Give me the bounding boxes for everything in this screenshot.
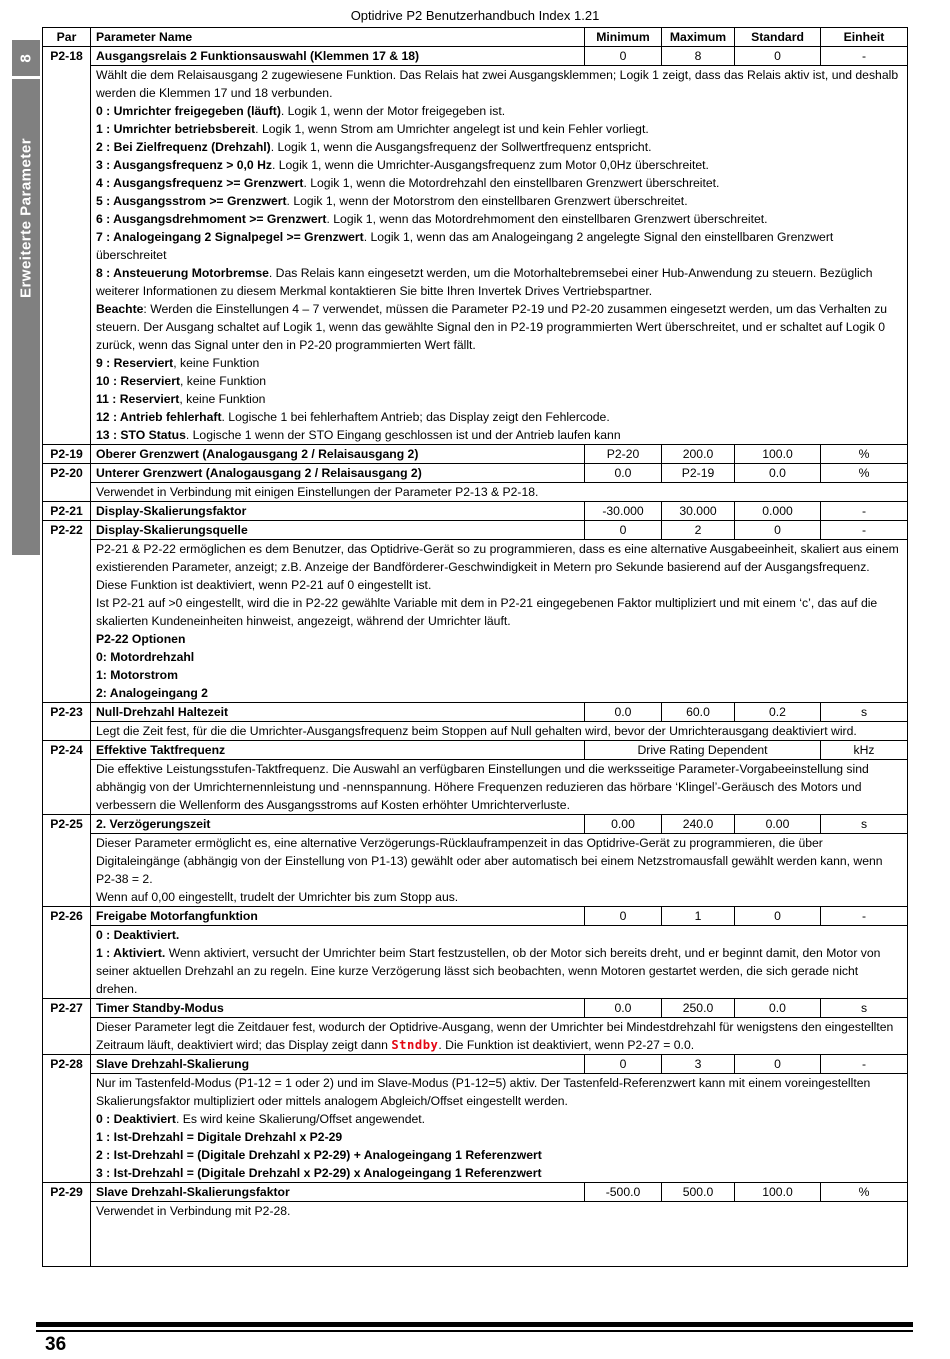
param-default: 0.000 [735, 502, 821, 521]
param-unit: - [821, 47, 908, 66]
param-description: Nur im Tastenfeld-Modus (P1-12 = 1 oder 2) und im Slave-Modus (P1-12=5) aktiv. Der Tastenfeld-Referenzwert kann mit einem voreingestellten Skalierungsfaktor multipliziert oder mittels analogem Abgleich/Offset eingestellt werden. 0 : Deaktiviert. Es wird keine Skalierung/Offset angewendet. 1 : Ist-Drehzahl = Digitale Drehzahl x P2-29 2 : Ist-Drehzahl = (Digitale Drehzahl x P2-29) + Analogeingang 1 Referenzwert 3 : Ist-Drehzahl = (Digitale Drehzahl x P2-29) x Analogeingang 1 Referenzwert [91, 1074, 908, 1183]
param-name: Freigabe Motorfangfunktion [91, 907, 585, 926]
param-max: 60.0 [662, 703, 735, 722]
param-unit: - [821, 1055, 908, 1074]
param-name: Display-Skalierungsquelle [91, 521, 585, 540]
chapter-title: Erweiterte Parameter [17, 137, 35, 299]
param-default: 0 [735, 47, 821, 66]
table-row [43, 445, 908, 464]
table-row [43, 521, 908, 540]
param-max: 30.000 [662, 502, 735, 521]
param-unit: s [821, 815, 908, 834]
col-std: Standard [735, 28, 821, 47]
param-unit: % [821, 1183, 908, 1202]
param-name: Unterer Grenzwert (Analogausgang 2 / Relaisausgang 2) [91, 464, 585, 483]
param-min: 0 [585, 907, 662, 926]
param-max: 2 [662, 521, 735, 540]
table-row [43, 47, 908, 66]
col-min: Minimum [585, 28, 662, 47]
col-unit: Einheit [821, 28, 908, 47]
param-default: 0.2 [735, 703, 821, 722]
col-max: Maximum [662, 28, 735, 47]
table-row [43, 926, 908, 999]
param-name: Null-Drehzahl Haltezeit [91, 703, 585, 722]
param-name: 2. Verzögerungszeit [91, 815, 585, 834]
param-name: Timer Standby-Modus [91, 999, 585, 1018]
table-row [43, 834, 908, 907]
param-name: Display-Skalierungsfaktor [91, 502, 585, 521]
param-default: 0 [735, 521, 821, 540]
param-id: P2-28 [43, 1055, 91, 1183]
param-description: 0 : Deaktiviert. 1 : Aktiviert. Wenn aktiviert, versucht der Umrichter beim Start festzustellen, ob der Motor sich bereits dreht, und er beginnt damit, den Motor von seiner aktuellen Drehzahl an zu regeln. Eine kurze Verzögerung lässt sich beobachten, wenn Motoren gestartet werden, die sich gerade nicht drehen. [91, 926, 908, 999]
param-description: P2-21 & P2-22 ermöglichen es dem Benutzer, das Optidrive-Gerät so zu programmieren, dass es eine alternative Ausgabeeinheit, skaliert aus einem existierenden Parameter, anzeigt; z.B. Anzeige der Bandförderer-Geschwindigkeit in Metern pro Sekunde basierend auf der Ausgangsfrequenz. Diese Funktion ist deaktiviert, wenn P2-21 auf 0 eingestellt ist. Ist P2-21 auf >0 eingestellt, wird die in P2-22 gewählte Variable mit dem in P2-21 eingegebenen Faktor multipliziert und mit einem ‘c’, das auf die skalierten Kundeneinheiten hinweist, angezeigt, während der Umrichter läuft. P2-22 Optionen 0: Motordrehzahl 1: Motorstrom 2: Analogeingang 2 [91, 540, 908, 703]
param-max: 200.0 [662, 445, 735, 464]
table-row [43, 1074, 908, 1183]
param-description: Wählt die dem Relaisausgang 2 zugewiesene Funktion. Das Relais hat zwei Ausgangsklemmen; Logik 1 zeigt, dass das Relais aktiv ist, und deshalb werden die Klemmen 17 und 18 verbunden. 0 : Umrichter freigegeben (läuft). Logik 1, wenn der Motor freigegeben ist. 1 : Umrichter betriebsbereit. Logik 1, wenn Strom am Umrichter angelegt ist und kein Fehler vorliegt. 2 : Bei Zielfrequenz (Drehzahl). Logik 1, wenn die Ausgangsfrequenz der Sollwertfrequenz entspricht. 3 : Ausgangsfrequenz > 0,0 Hz. Logik 1, wenn die Umrichter-Ausgangsfrequenz zum Motor 0,0Hz überschreitet. 4 : Ausgangsfrequenz >= Grenzwert. Logik 1, wenn die Motordrehzahl den einstellbaren Grenzwert überschreitet. 5 : Ausgangsstrom >= Grenzwert. Logik 1, wenn der Motorstrom den einstellbaren Grenzwert überschreitet. 6 : Ausgangsdrehmoment >= Grenzwert. Logik 1, wenn das Motordrehmoment den einstellbaren Grenzwert überschreitet. 7 : Analogeingang 2 Signalpegel >= Grenzwert. Logik 1, wenn das am Analogeingang 2 angelegte Signal den einstellbaren Grenzwert überschreitet 8 : Ansteuerung Motorbremse. Das Relais kann eingesetzt werden, um die Motorhaltebremsebei einer Hub-Anwendung zu steuern. Bezüglich weiterer Informationen zu diesem Merkmal kontaktieren Sie bitte Ihren Invertek Drives Vertriebspartner. Beachte: Werden die Einstellungen 4 – 7 verwendet, müssen die Parameter P2-19 und P2-20 zusammen eingesetzt werden, um das Verhalten zu steuern. Der Ausgang schaltet auf Logik 1, wenn das gewählte Signal den in P2-19 programmierten Wert überschreitet, und er schaltet auf Logik 0 zurück, wenn das Signal unter den in P2-20 programmierten Wert fällt. 9 : Reserviert, keine Funktion 10 : Reserviert, keine Funktion 11 : Reserviert, keine Funktion 12 : Antrieb fehlerhaft. Logische 1 bei fehlerhaftem Antrieb; das Display zeigt den Fehlercode. 13 : STO Status. Logische 1 wenn der STO Eingang geschlossen ist und der Antrieb laufen kann [91, 66, 908, 445]
table-row [43, 703, 908, 722]
param-id: P2-27 [43, 999, 91, 1055]
footer-rule-thick [36, 1322, 913, 1327]
param-unit: % [821, 464, 908, 483]
param-unit: - [821, 907, 908, 926]
table-row [43, 1202, 908, 1267]
param-max: 8 [662, 47, 735, 66]
page-number: 36 [45, 1334, 67, 1355]
param-max: 3 [662, 1055, 735, 1074]
param-max: 1 [662, 907, 735, 926]
table-row [43, 907, 908, 926]
param-description: Verwendet in Verbindung mit einigen Einstellungen der Parameter P2-13 & P2-18. [91, 483, 908, 502]
param-id: P2-19 [43, 445, 91, 464]
param-name: Slave Drehzahl-Skalierung [91, 1055, 585, 1074]
chapter-side-tab [12, 40, 40, 555]
param-id: P2-23 [43, 703, 91, 741]
param-min: -500.0 [585, 1183, 662, 1202]
param-default: 0.0 [735, 464, 821, 483]
param-description: Verwendet in Verbindung mit P2-28. [91, 1202, 908, 1267]
param-min: 0 [585, 521, 662, 540]
param-id: P2-24 [43, 741, 91, 815]
param-description: Legt die Zeit fest, für die die Umrichter-Ausgangsfrequenz beim Stoppen auf Null gehalten wird, bevor der Umrichterausgang deaktiviert wird. [91, 722, 908, 741]
param-description: Dieser Parameter ermöglicht es, eine alternative Verzögerungs-Rücklauframpenzeit in das Optidrive-Gerät zu programmieren, die über Digitaleingänge (abhängig von der Einstellung von P1-13) gewählt oder aber automatisch bei einem Netzstromausfall gewählt werden kann, wenn P2-38 = 2. Wenn auf 0,00 eingestellt, trudelt der Umrichter bis zum Stopp aus. [91, 834, 908, 907]
param-max: P2-19 [662, 464, 735, 483]
standby-display-text: Stndby [391, 1038, 439, 1052]
param-unit: % [821, 445, 908, 464]
param-name: Oberer Grenzwert (Analogausgang 2 / Relaisausgang 2) [91, 445, 585, 464]
param-min: 0 [585, 47, 662, 66]
parameter-table [42, 27, 908, 1267]
table-row [43, 540, 908, 703]
param-min: 0 [585, 1055, 662, 1074]
table-row [43, 483, 908, 502]
table-row [43, 741, 908, 760]
param-name: Ausgangsrelais 2 Funktionsauswahl (Klemmen 17 & 18) [91, 47, 585, 66]
param-unit: s [821, 703, 908, 722]
param-unit: kHz [821, 741, 908, 760]
param-name: Effektive Taktfrequenz [91, 741, 585, 760]
param-id: P2-21 [43, 502, 91, 521]
param-default: 0.00 [735, 815, 821, 834]
param-min: 0.0 [585, 703, 662, 722]
footer-rule-thin [36, 1330, 913, 1332]
param-max: 500.0 [662, 1183, 735, 1202]
param-default: 0 [735, 1055, 821, 1074]
param-id: P2-20 [43, 464, 91, 502]
table-row [43, 502, 908, 521]
param-default: 0.0 [735, 999, 821, 1018]
param-id: P2-25 [43, 815, 91, 907]
param-id: P2-26 [43, 907, 91, 999]
table-header-row [43, 28, 908, 47]
param-min: 0.00 [585, 815, 662, 834]
param-default: 0 [735, 907, 821, 926]
page-header: Optidrive P2 Benutzerhandbuch Index 1.21 [350, 8, 600, 23]
param-min: P2-20 [585, 445, 662, 464]
param-id: P2-22 [43, 521, 91, 703]
table-row [43, 66, 908, 445]
param-description: Die effektive Leistungsstufen-Taktfrequenz. Die Auswahl an verfügbaren Einstellungen und die werksseitige Parameter-Vorgabeeinstellung sind abhängig von der Umrichternennleistung und -nennspannung. Höhere Frequenzen reduzieren das hörbare ‘Klingel’-Geräusch des Motors und verbessern die Wellenform des Ausgangsstroms auf Kosten erhöhter Umrichterverluste. [91, 760, 908, 815]
param-min: 0.0 [585, 464, 662, 483]
chapter-number: 8 [12, 40, 40, 79]
param-range: Drive Rating Dependent [585, 741, 821, 760]
param-min: 0.0 [585, 999, 662, 1018]
param-id: P2-29 [43, 1183, 91, 1267]
table-row [43, 815, 908, 834]
table-row [43, 1018, 908, 1055]
table-row [43, 760, 908, 815]
param-unit: s [821, 999, 908, 1018]
param-max: 240.0 [662, 815, 735, 834]
param-unit: - [821, 502, 908, 521]
param-default: 100.0 [735, 1183, 821, 1202]
table-row [43, 1183, 908, 1202]
param-id: P2-18 [43, 47, 91, 445]
col-par: Par [43, 28, 91, 47]
param-name: Slave Drehzahl-Skalierungsfaktor [91, 1183, 585, 1202]
param-unit: - [821, 521, 908, 540]
param-min: -30.000 [585, 502, 662, 521]
table-row [43, 464, 908, 483]
param-max: 250.0 [662, 999, 735, 1018]
table-row [43, 722, 908, 741]
param-description: Dieser Parameter legt die Zeitdauer fest, wodurch der Optidrive-Ausgang, wenn der Umrichter bei Mindestdrehzahl für wenigstens den eingestellten Zeitraum läuft, deaktiviert wird; das Display zeigt dann Stndby. Die Funktion ist deaktiviert, wenn P2-27 = 0.0. [91, 1018, 908, 1055]
param-default: 100.0 [735, 445, 821, 464]
table-row [43, 999, 908, 1018]
col-name: Parameter Name [91, 28, 585, 47]
table-row [43, 1055, 908, 1074]
